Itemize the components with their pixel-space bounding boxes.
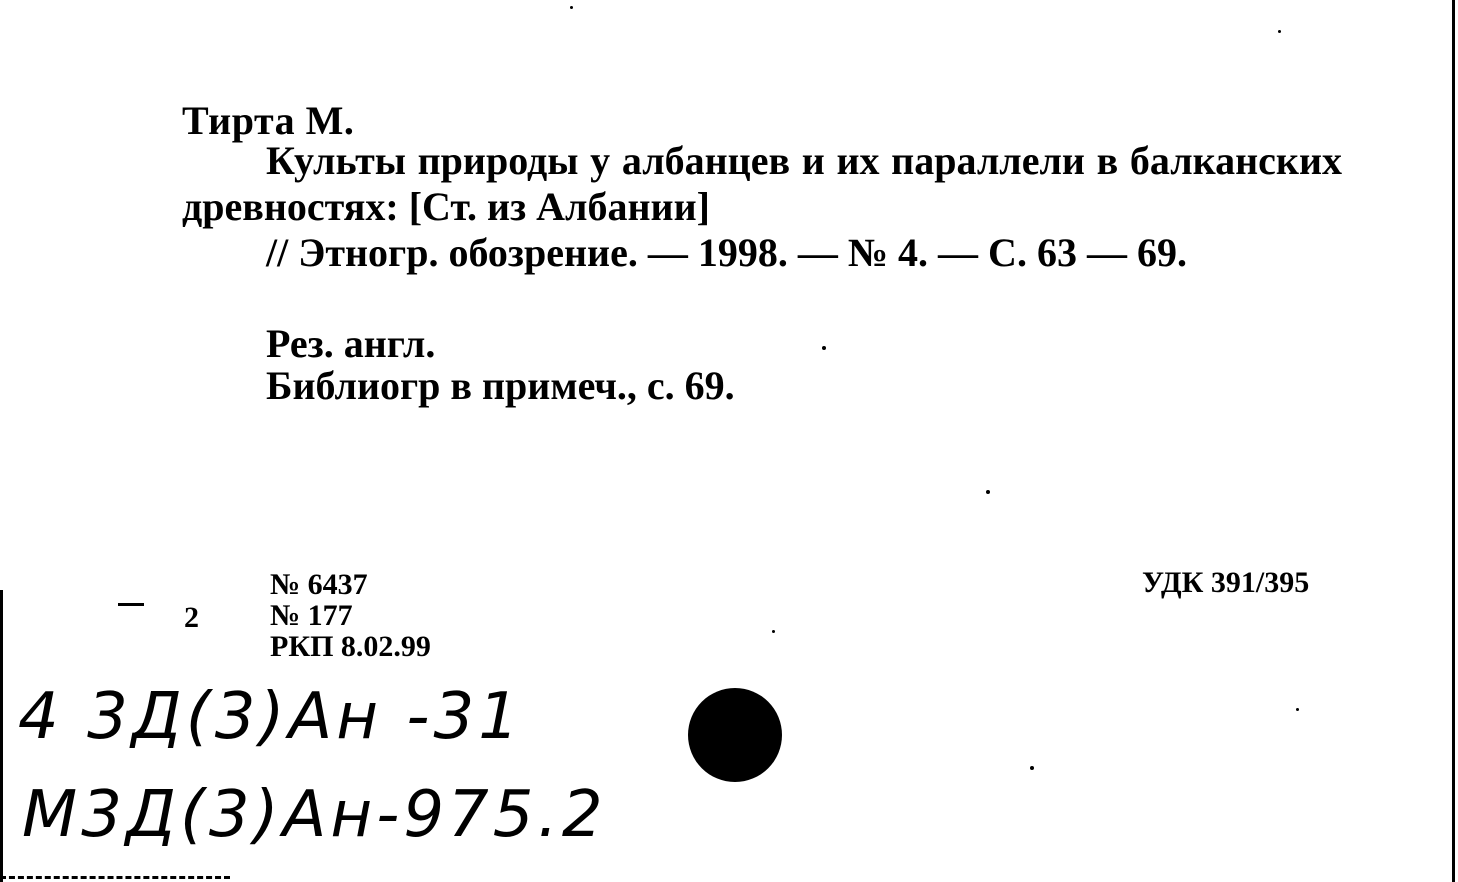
- handwritten-shelfmark-1: 4 3Д(3)Ан -31: [18, 680, 523, 754]
- handwritten-shelfmark-2: М3Д(3)Ан-975.2: [22, 778, 607, 852]
- source-reference: // Этногр. обозрение. — 1998. — № 4. — С. 63 — 69.: [266, 230, 1187, 275]
- summary-note: Рез. англ.: [266, 321, 436, 366]
- scan-speck: [1296, 708, 1299, 711]
- card-right-edge: [1452, 0, 1455, 882]
- dash-mark: [118, 603, 144, 606]
- scan-speck: [822, 346, 826, 350]
- scan-speck: [570, 6, 573, 9]
- udk-code: УДК 391/395: [1142, 566, 1310, 599]
- registration-number: № 6437: [270, 568, 368, 601]
- work-title: Культы природы у албанцев и их параллели в балканских древностях: [Ст. из Албании]: [182, 138, 1342, 229]
- card-punch-hole: [688, 688, 782, 782]
- card-bottom-edge: [0, 876, 230, 879]
- bibliography-note: Библиогр в примеч., с. 69.: [266, 363, 735, 408]
- scan-speck: [1030, 766, 1034, 770]
- scan-speck: [986, 490, 990, 494]
- registration-number: № 177: [270, 599, 353, 632]
- scan-speck: [1278, 30, 1281, 33]
- author-heading: Тирта М.: [182, 98, 355, 143]
- card-left-edge: [0, 590, 3, 882]
- registration-date: РКП 8.02.99: [270, 630, 431, 663]
- copies-count: 2: [184, 601, 199, 634]
- scan-speck: [772, 630, 775, 633]
